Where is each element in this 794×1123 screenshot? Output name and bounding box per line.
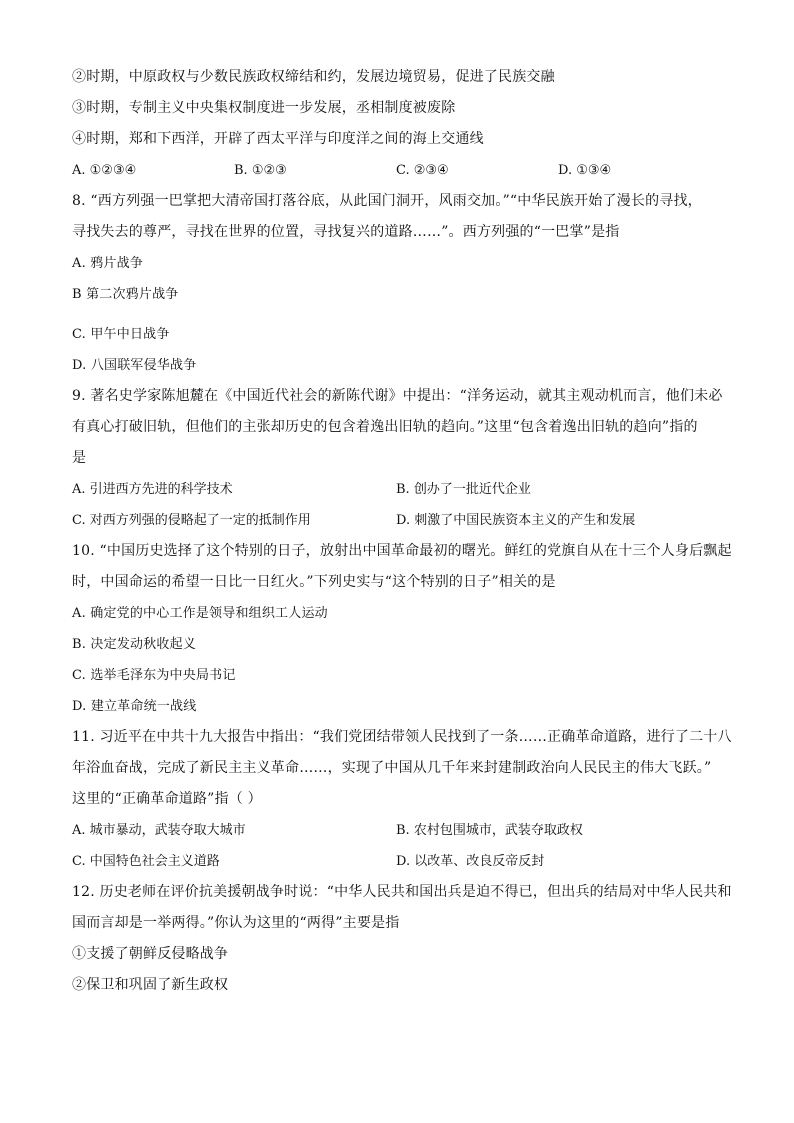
q9-option-d: D. 刺激了中国民族资本主义的产生和发展 [396,513,636,528]
q12-item-1: ①支援了朝鲜反侵略战争 [72,946,229,962]
q11-stem-line-2: 年浴血奋战，完成了新民主主义革命……，实现了中国从几千年来封建制政治向人民民主的伟大飞跃。” [72,760,712,776]
q11-stem-line-1: 11. 习近平在中共十九大报告中指出：“我们党团结带领人民找到了一条……正确革命道路，进行了二十八 [72,729,732,745]
q12-item-2: ②保卫和巩固了新生政权 [72,977,229,993]
q7-option-d: D. ①③④ [558,163,612,178]
q8-option-a: A. 鸦片战争 [72,256,144,271]
q8-stem-line-1: 8. “西方列强一巴掌把大清帝国打落谷底，从此国门洞开，风雨交加。”“中华民族开始了漫长的寻找， [72,193,702,209]
q7-item-3: ③时期，专制主义中央集权制度进一步发展，丞相制度被废除 [72,100,456,116]
q9-options-row-1 [72,474,732,505]
q10-option-b: B. 决定发动秋收起义 [72,637,197,652]
q11-option-c: C. 中国特色社会主义道路 [72,854,220,869]
q11-options-row-1 [72,815,732,846]
q11-options-row-2 [72,846,732,877]
q10-stem-line-2: 时，中国命运的希望一日比一日红火。”下列史实与“这个特别的日子”相关的是 [72,574,556,590]
q8-option-d: D. 八国联军侵华战争 [72,358,197,373]
q9-stem-line-1: 9. 著名史学家陈旭麓在《中国近代社会的新陈代谢》中提出：“洋务运动，就其主观动机而言，他们未必 [72,388,723,404]
q10-stem-line-1: 10. “中国历史选择了这个特别的日子，放射出中国革命最初的曙光。鲜红的党旗自从在十三个人身后飘起 [72,543,732,559]
exam-page [72,62,732,1001]
q10-option-a: A. 确定党的中心工作是领导和组织工人运动 [72,606,328,621]
q10-option-c: C. 选举毛泽东为中央局书记 [72,668,236,683]
q12-stem-line-1: 12. 历史老师在评价抗美援朝战争时说：“中华人民共和国出兵是迫不得已，但出兵的结局对中华人民共和 [72,884,732,900]
q7-option-b: B. ①②③ [234,163,287,178]
q10-option-d: D. 建立革命统一战线 [72,699,197,714]
q11-option-b: B. 农村包围城市，武装夺取政权 [396,823,583,838]
q8-stem-line-2: 寻找失去的尊严，寻找在世界的位置，寻找复兴的道路……”。西方列强的“一巴掌”是指 [72,224,620,240]
q11-stem-line-3: 这里的“正确革命道路”指（ ） [72,791,262,807]
q11-option-a: A. 城市暴动，武装夺取大城市 [72,823,246,838]
q9-options-row-2 [72,505,732,536]
q9-stem-line-3: 是 [72,450,87,466]
q9-option-c: C. 对西方列强的侵略起了一定的抵制作用 [72,513,311,528]
q8-option-b: B 第二次鸦片战争 [72,287,179,302]
q7-item-2: ②时期，中原政权与少数民族政权缔结和约，发展边境贸易，促进了民族交融 [72,69,555,85]
q9-option-b: B. 创办了一批近代企业 [396,482,531,497]
q7-option-c: C. ②③④ [396,163,449,178]
q7-item-4: ④时期，郑和下西洋，开辟了西太平洋与印度洋之间的海上交通线 [72,131,484,147]
q7-option-a: A. ①②③④ [72,163,137,178]
q9-option-a: A. 引进西方先进的科学技术 [72,482,233,497]
q8-option-c: C. 甲午中日战争 [72,327,170,342]
q9-stem-line-2: 有真心打破旧轨，但他们的主张却历史的包含着逸出旧轨的趋向。”这里“包含着逸出旧轨的趋向”指的 [72,419,698,435]
q12-stem-line-2: 国而言却是一举两得。”你认为这里的“两得”主要是指 [72,915,400,931]
q7-options [72,155,732,186]
q11-option-d: D. 以改革、改良反帝反封 [396,854,545,869]
